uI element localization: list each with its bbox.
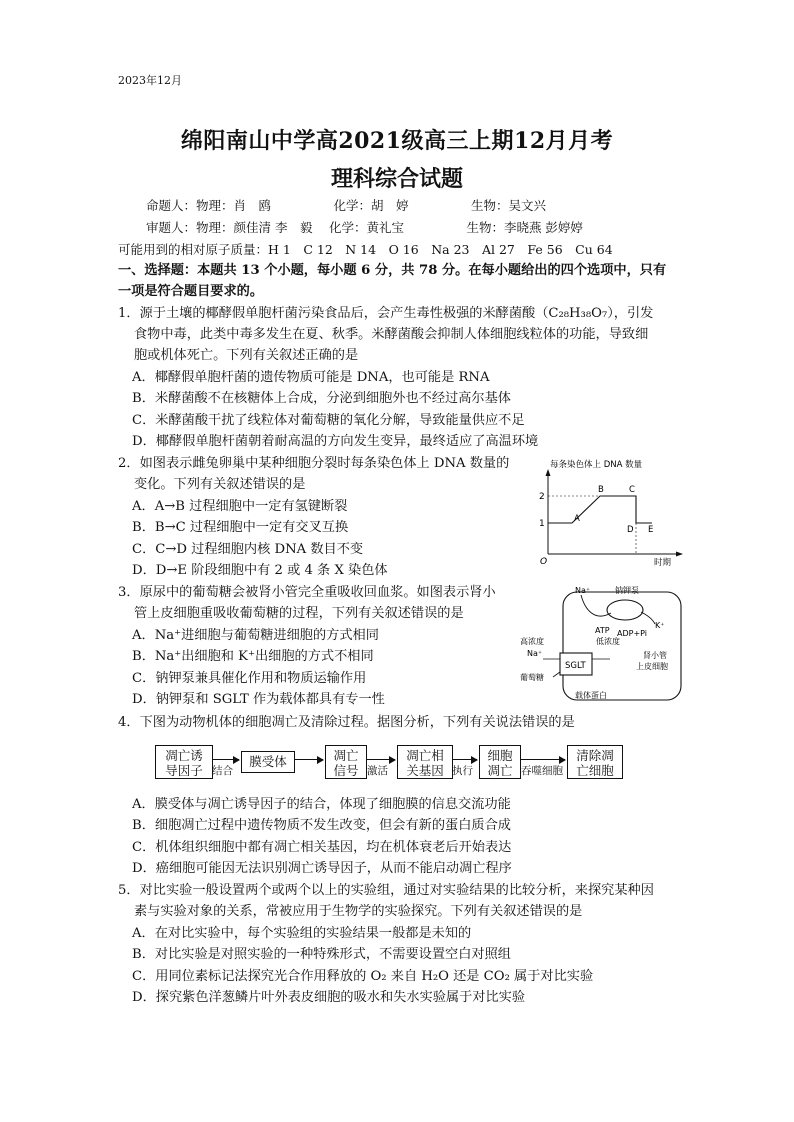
flow-arrow-4 [453,759,477,760]
q1-option-d: D．椰酵假单胞杆菌朝着耐高温的方向发生变异，最终适应了高温环境 [132,434,539,449]
q2-stem-2: 变化。下列有关叙述错误的是 [134,477,306,492]
flow-box-receptor: 膜受体 [241,751,295,773]
na-top-label: Na⁺ [575,586,591,595]
cell-label-2: 上皮细胞 [636,662,668,671]
q5-option-a: A．在对比实验中，每个实验组的实验结果一般都是未知的 [132,926,472,941]
q3-option-c: C．钠钾泵兼具催化作用和物质运输作用 [132,671,367,686]
low-concentration-label: 低浓度 [596,637,620,646]
graph-y-label: 每条染色体上 DNA 数量 [550,460,643,470]
carrier-protein-label: 载体蛋白 [575,691,607,700]
q5-stem-2: 素与实验对象的关系，常被应用于生物学的实验探究。下列有关叙述错误的是 [134,904,583,919]
na-out-arrow [581,595,611,616]
graph-point-b: B [598,485,604,495]
cell-label-1: 肾小管 [643,651,667,660]
flow-box-inducer: 凋亡诱 导因子 [155,745,213,779]
q4-stem-1: 4．下图为动物机体的细胞凋亡及清除过程。据图分析，下列有关说法错误的是 [118,715,575,730]
graph-curve [548,496,652,523]
graph-tick-2: 2 [539,492,545,502]
setters-line: 命题人：物理：肖 鸥 化学：胡 婷 生物：吴文兴 [146,198,547,213]
q2-option-b: B．B→C 过程细胞中一定有交叉互换 [132,520,349,535]
k-label: K⁺ [655,621,665,630]
high-concentration-label: 高浓度 [520,637,544,646]
q5-option-d: D．探究紫色洋葱鳞片叶外表皮细胞的吸水和失水实验属于对比实验 [132,990,526,1005]
section-heading-1: 一、选择题：本题共 13 个小题，每小题 6 分，共 78 分。在每小题给出的四个选项中，只有 [118,263,667,278]
q1-option-c: C．米酵菌酸干扰了线粒体对葡萄糖的氧化分解，导致能量供应不足 [132,413,525,428]
q2-option-c: C．C→D 过程细胞内核 DNA 数目不变 [132,542,364,557]
glucose-label: 葡萄糖 [520,673,544,682]
q5-option-b: B．对比实验是对照实验的一种特殊形式，不需要设置空白对照组 [132,947,511,962]
graph-tick-1: 1 [539,519,545,529]
q1-stem-2: 食物中毒，此类中毒多发生在夏、秋季。米酵菌酸会抑制人体细胞线粒体的功能，导致细 [134,327,649,342]
q1-option-b: B．米酵菌酸不在核糖体上合成，分泌到细胞外也不经过高尔基体 [132,391,511,406]
graph-x-label: 时期 [654,558,672,568]
graph-x-arrow [676,552,683,557]
k-in-arrow [641,612,655,624]
flow-box-clearance: 清除凋 亡细胞 [567,745,623,779]
graph-point-a: A [574,514,580,524]
flow-arrow-1 [213,759,239,760]
sglt-label: SGLT [565,661,586,671]
q4-option-d: D．癌细胞可能因无法识别凋亡诱导因子，从而不能启动凋亡程序 [132,861,512,876]
q3-stem-2: 管上皮细胞重吸收葡萄糖的过程，下列有关叙述错误的是 [134,606,464,621]
graph-y-arrow [546,469,551,476]
reviewers-line: 审题人：物理：颜佳清 李 毅 化学：黄礼宝 生物：李晓燕 彭婷婷 [146,220,583,235]
q1-stem-1: 1．源于土壤的椰酵假单胞杆菌污染食品后，会产生毒性极强的米酵菌酸（C₂₈H₃₈O₇），引发 [118,306,654,321]
q4-option-c: C．机体组织细胞中都有凋亡相关基因，均在机体衰老后开始表达 [132,840,512,855]
q1-stem-3: 胞或机体死亡。下列有关叙述正确的是 [134,348,359,363]
flow-label-bind: 结合 [212,765,233,777]
dna-per-chromosome-graph [530,452,690,572]
q5-option-c: C．用同位素标记法探究光合作用释放的 O₂ 来自 H₂O 还是 CO₂ 属于对比实验 [132,969,594,984]
flow-box-signal: 凋亡 信号 [325,745,367,779]
sodium-potassium-pump [607,600,643,620]
flow-arrow-2 [295,759,323,760]
q3-option-d: D．钠钾泵和 SGLT 作为载体都具有专一性 [132,692,385,707]
q3-option-a: A．Na⁺进细胞与葡萄糖进细胞的方式相同 [132,628,379,643]
na-left-label: Na⁺ [527,649,543,658]
graph-origin: O [540,557,548,567]
flow-box-apoptosis: 细胞 凋亡 [479,745,521,779]
flow-arrow-5 [521,759,565,760]
exam-title: 绵阳南山中学高2021级高三上期12月月考 [180,128,614,154]
graph-point-e: E [648,525,654,535]
exam-subtitle: 理科综合试题 [330,166,463,192]
flow-label-phagocyte: 吞噬细胞 [521,765,563,777]
q3-option-b: B．Na⁺出细胞和 K⁺出细胞的方式不相同 [132,649,374,664]
kidney-cell-diagram [515,580,695,708]
atp-label: ATP [595,626,610,635]
q3-stem-1: 3．原尿中的葡萄糖会被肾小管完全重吸收回血浆。如图表示肾小 [118,585,496,600]
q2-option-a: A．A→B 过程细胞中一定有氢键断裂 [132,499,348,514]
adp-label: ADP+Pi [617,629,648,638]
graph-point-c: C [629,485,635,495]
pump-label: 钠钾泵 [615,586,639,595]
atomic-masses: 可能用到的相对原子质量：H 1 C 12 N 14 O 16 Na 23 Al 27 Fe 56 Cu 64 [118,242,613,257]
q4-option-a: A．膜受体与凋亡诱导因子的结合，体现了细胞膜的信息交流功能 [132,797,511,812]
q5-stem-1: 5．对比实验一般设置两个或两个以上的实验组，通过对实验结果的比较分析，来探究某种因 [118,883,654,898]
q4-option-b: B．细胞凋亡过程中遗传物质不发生改变，但会有新的蛋白质合成 [132,818,511,833]
section-heading-2: 一项是符合题目要求的。 [118,284,264,299]
flow-arrow-3 [367,759,395,760]
exam-date: 2023年12月 [118,74,182,87]
q1-option-a: A．椰酵假单胞杆菌的遗传物质可能是 DNA，也可能是 RNA [132,370,490,385]
apoptosis-flowchart [155,745,625,785]
flow-label-activate: 激活 [367,765,388,777]
flow-label-execute: 执行 [452,765,473,777]
q2-stem-1: 2．如图表示雌兔卵巢中某种细胞分裂时每条染色体上 DNA 数量的 [118,456,510,471]
q2-option-d: D．D→E 阶段细胞中有 2 或 4 条 X 染色体 [132,563,388,578]
glucose-in-arrow [553,672,560,677]
flow-box-genes: 凋亡相 关基因 [397,745,453,779]
graph-point-d: D [627,525,634,535]
